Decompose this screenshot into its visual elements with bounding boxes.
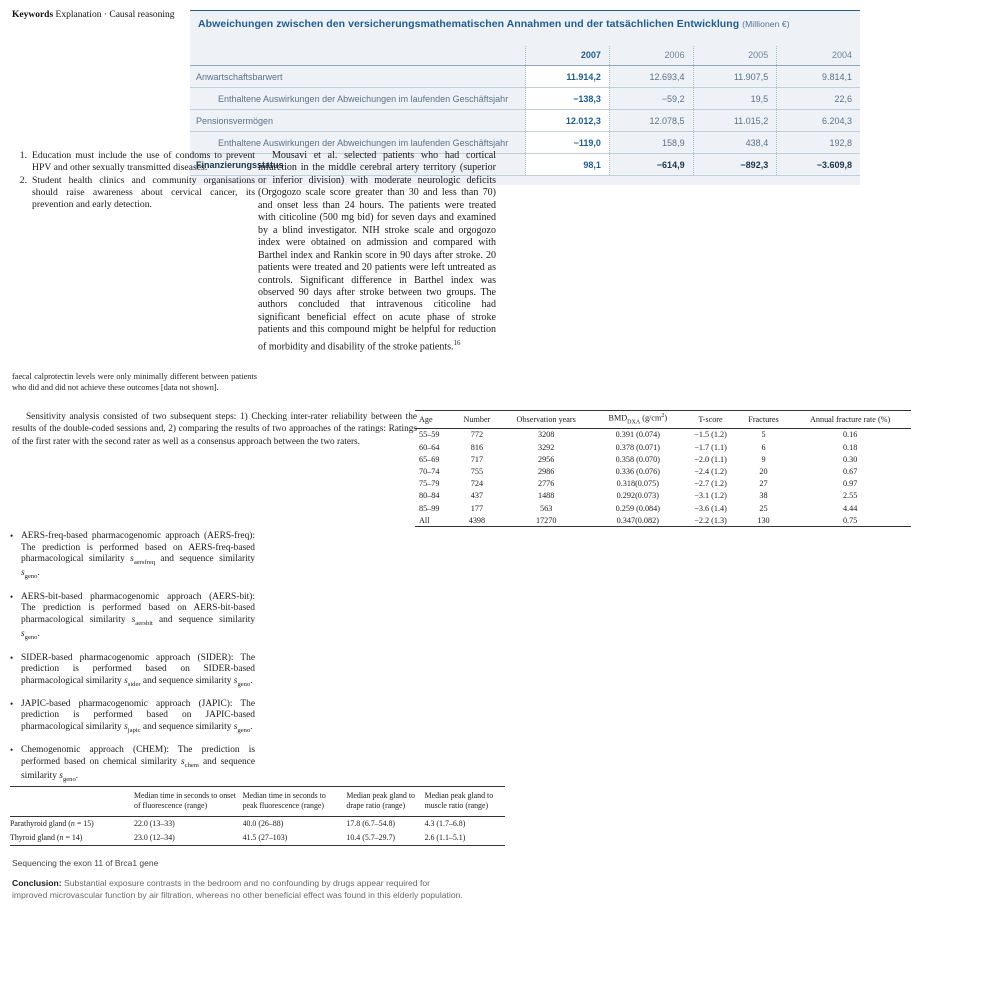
cell-age: 80–84 bbox=[419, 491, 440, 501]
similarity-subscript: japic bbox=[127, 726, 141, 734]
approach-description-cont: and sequence similarity bbox=[140, 721, 234, 732]
column-header-onset-fluorescence: Median time in seconds to onset of fluorescence (range) bbox=[134, 787, 243, 817]
list-item-number: 1. bbox=[19, 150, 27, 161]
german-table-title-unit: (Millionen €) bbox=[742, 19, 790, 29]
similarity-subscript: sider bbox=[127, 680, 141, 688]
gland-table-grid bbox=[10, 786, 505, 846]
cell-muscle: 2.6 (1.1–5.1) bbox=[425, 831, 505, 845]
cell-observation-years: 1488 bbox=[537, 491, 555, 501]
column-header-fractures: Fractures bbox=[738, 411, 789, 429]
cell-age: 65–69 bbox=[419, 454, 440, 464]
table-row-total bbox=[415, 514, 911, 527]
conclusion-block bbox=[12, 877, 464, 901]
bmd-subscript: DXA bbox=[627, 419, 641, 426]
column-header-muscle-ratio: Median peak gland to muscle ratio (range) bbox=[425, 787, 505, 817]
table-row bbox=[10, 817, 505, 831]
row-value-2005: 11.907,5 bbox=[693, 66, 777, 88]
column-header-2005: 2005 bbox=[693, 46, 777, 66]
cell-t-score: −3.6 (1.4) bbox=[694, 503, 727, 513]
table-row bbox=[415, 465, 911, 477]
row-value-2005: 438,4 bbox=[693, 132, 777, 154]
approach-description-end: . bbox=[250, 721, 253, 732]
cell-t-score: −3.1 (1.2) bbox=[694, 491, 727, 501]
gland-label-post: = 14) bbox=[63, 833, 83, 843]
list-item bbox=[10, 175, 255, 212]
row-value-2005: 19,5 bbox=[693, 88, 777, 110]
cell-observation-years: 17270 bbox=[500, 514, 592, 527]
cell-age: 55–59 bbox=[419, 430, 440, 440]
list-item bbox=[10, 150, 255, 175]
cell-annual-rate: 0.30 bbox=[842, 454, 858, 464]
gland-label-n: n bbox=[70, 819, 75, 829]
list-item bbox=[10, 699, 255, 736]
gland-label-pre: Thyroid gland ( bbox=[10, 833, 60, 843]
row-label: Anwartschaftsbarwert bbox=[190, 66, 526, 88]
table-row bbox=[190, 66, 860, 88]
list-item-text bbox=[21, 531, 255, 583]
keywords-label: Keywords bbox=[12, 10, 54, 20]
mousavi-paragraph bbox=[258, 150, 496, 354]
cell-observation-years: 3208 bbox=[537, 430, 555, 440]
list-item bbox=[10, 653, 255, 690]
cell-observation-years: 2986 bbox=[537, 467, 555, 477]
approach-description: SIDER-based pharmacogenomic approach (SIDER): The prediction is performed based on SIDER-based pharmacological similarity bbox=[21, 652, 255, 686]
similarity-subscript: geno bbox=[237, 726, 251, 734]
table-row bbox=[190, 88, 860, 110]
column-header-2004: 2004 bbox=[777, 46, 860, 66]
cell-fractures: 27 bbox=[759, 479, 768, 489]
cell-fractures: 6 bbox=[761, 442, 766, 452]
cell-peak: 41.5 (27–103) bbox=[243, 831, 347, 845]
gland-label-post: = 15) bbox=[74, 819, 94, 829]
gland-label-pre: Parathyroid gland ( bbox=[10, 819, 71, 829]
cell-number: 177 bbox=[470, 503, 484, 513]
cell-drape: 17.8 (6.7–54.8) bbox=[346, 819, 396, 829]
cell-number: 437 bbox=[470, 491, 484, 501]
cell-number: 816 bbox=[470, 442, 484, 452]
gland-label-n: n bbox=[59, 833, 64, 843]
cell-fractures: 5 bbox=[761, 430, 766, 440]
cell-number: 772 bbox=[470, 430, 484, 440]
cell-age: 60–64 bbox=[419, 442, 440, 452]
cell-t-score: −2.2 (1.3) bbox=[683, 514, 737, 527]
approach-description-end: . bbox=[37, 629, 40, 640]
row-label: Pensionsvermögen bbox=[190, 110, 526, 132]
bmd-unit-exponent: 2 bbox=[661, 413, 665, 419]
similarity-symbol: s bbox=[131, 614, 136, 625]
cell-drape: 10.4 (5.7–29.7) bbox=[346, 831, 424, 845]
row-value-2006: −59,2 bbox=[609, 88, 693, 110]
column-header-age: Age bbox=[415, 411, 454, 429]
cell-fractures: 9 bbox=[761, 454, 766, 464]
approach-description: AERS-bit-based pharmacogenomic approach (AERS-bit): The prediction is performed based on AERS-bit-based pharmacological similarity bbox=[21, 591, 255, 625]
cell-gland-label bbox=[10, 831, 134, 845]
bullet-icon: • bbox=[10, 531, 14, 541]
list-item bbox=[10, 745, 255, 785]
row-value-2005: −892,3 bbox=[693, 154, 777, 176]
similarity-subscript: aersfreq bbox=[133, 558, 156, 566]
similarity-symbol: s bbox=[233, 675, 238, 686]
cell-fractures: 38 bbox=[759, 491, 768, 501]
cell-t-score: −2.0 (1.1) bbox=[694, 454, 727, 464]
row-value-2006: 158,9 bbox=[609, 132, 693, 154]
cell-number: 717 bbox=[470, 454, 484, 464]
table-row bbox=[415, 453, 911, 465]
list-item-text bbox=[21, 592, 255, 644]
cell-bmd: 0.378 (0.071) bbox=[615, 442, 660, 452]
list-item-number: 2. bbox=[19, 174, 27, 186]
row-value-2004: 22,6 bbox=[777, 88, 860, 110]
list-item-text bbox=[21, 699, 255, 736]
row-value-2007: −119,0 bbox=[526, 132, 610, 154]
bmd-label: BMD bbox=[608, 413, 628, 423]
bullet-icon: • bbox=[10, 698, 14, 709]
cell-peak: 40.0 (26–88) bbox=[242, 819, 284, 829]
row-label-total: Finanzierungsstatus bbox=[190, 154, 526, 176]
row-value-2004: 6.204,3 bbox=[777, 110, 860, 132]
list-item bbox=[10, 531, 255, 583]
table-header-row bbox=[415, 411, 911, 429]
cell-onset: 22.0 (13–33) bbox=[134, 819, 175, 829]
approach-description-cont: and sequence similarity bbox=[152, 614, 256, 625]
cell-age: 75–79 bbox=[419, 479, 440, 489]
keywords-line bbox=[12, 9, 192, 21]
column-header-annual-fracture-rate: Annual fracture rate (%) bbox=[789, 411, 911, 429]
approach-description: Chemogenomic approach (CHEM): The prediction is performed based on chemical similarity bbox=[21, 745, 255, 767]
bullet-icon: • bbox=[10, 591, 14, 602]
row-value-2004: 9.814,1 bbox=[777, 66, 860, 88]
keywords-value: Explanation · Causal reasoning bbox=[55, 10, 175, 20]
cell-observation-years: 2776 bbox=[537, 479, 555, 489]
similarity-symbol: s bbox=[59, 771, 63, 782]
table-row bbox=[10, 831, 505, 845]
list-item-text bbox=[21, 745, 255, 785]
approach-description-cont: and sequence similarity bbox=[155, 554, 255, 564]
cell-bmd: 0.292(0.073) bbox=[616, 491, 659, 501]
similarity-symbol: s bbox=[124, 721, 128, 732]
cell-t-score: −1.7 (1.1) bbox=[694, 442, 727, 452]
column-header-bmd bbox=[592, 411, 683, 429]
table-row bbox=[190, 110, 860, 132]
cell-bmd: 0.336 (0.076) bbox=[615, 467, 660, 477]
approach-description-cont: and sequence similarity bbox=[140, 675, 234, 686]
column-header-2006: 2006 bbox=[609, 46, 693, 66]
row-value-2007: 12.012,3 bbox=[526, 110, 610, 132]
cell-number: 4398 bbox=[454, 514, 500, 527]
similarity-symbol: s bbox=[21, 629, 25, 640]
approach-description: AERS-freq-based pharmacogenomic approach (AERS-freq): The prediction is performed based on AERS-freq-based pharmacological similarity bbox=[21, 531, 255, 564]
cell-number: 755 bbox=[470, 467, 484, 477]
german-table-title-text: Abweichungen zwischen den versicherungsmathematischen Annahmen und der tatsächlichen Entwicklung bbox=[198, 18, 740, 30]
cell-t-score: −2.7 (1.2) bbox=[694, 479, 727, 489]
sensitivity-analysis-paragraph: Sensitivity analysis consisted of two subsequent steps: 1) Checking inter-rater reliability between the results of the double-coded sessions and, 2) comparing the results of two approaches of the ratings: Ratings of the first rater with the second rater as well as a consensus approach between the two raters. bbox=[12, 412, 417, 447]
similarity-symbol: s bbox=[130, 554, 134, 564]
cell-observation-years: 2956 bbox=[537, 454, 555, 464]
cell-muscle: 4.3 (1.7–6.8) bbox=[424, 819, 466, 829]
cell-bmd: 0.347(0.082) bbox=[592, 514, 683, 527]
cell-bmd: 0.318(0.075) bbox=[616, 479, 659, 489]
similarity-subscript: geno bbox=[24, 573, 38, 581]
list-item-text bbox=[21, 653, 255, 690]
bullet-icon: • bbox=[10, 745, 14, 756]
cell-bmd: 0.358 (0.070) bbox=[615, 454, 660, 464]
cell-t-score: −1.5 (1.2) bbox=[694, 430, 727, 440]
similarity-subscript: chem bbox=[184, 761, 199, 769]
calprotectin-paragraph: faecal calprotectin levels were only minimally different between patients who did and did not achieve these outcomes [data not shown]. bbox=[12, 372, 257, 393]
conclusion-text: Substantial exposure contrasts in the bedroom and no confounding by drugs appear required for improved microvascular function by air filtration, whereas no other beneficial effect was found in this elderly population. bbox=[12, 878, 463, 900]
cell-fractures: 20 bbox=[759, 467, 768, 477]
cell-bmd: 0.391 (0.074) bbox=[615, 430, 660, 440]
mousavi-paragraph-text: Mousavi et al. selected patients who had cortical infarction in the middle cerebral artery territory (superior or inferior division) with moderate neurologic deficits (Orgogozo scale score greater than 30 and less than 70) and onset less than 24 hours. The patients were treated with citicoline (500 mg bid) for seven days and examined by a blind investigator. NIH stroke scale and orgogozo index were obtained on admission and compared with Barthel index and Rankin score in 90 days after stroke. 20 patients were treated and 20 patients were left untreated as controls. Significant difference in Barthel index was observed 90 days after stroke between two groups. The authors concluded that intravenous citicoline had significant beneficial effect on acute phase of stroke patients and this compound might be helpful for reduction of morbidity and disability of the stroke patients. bbox=[258, 150, 496, 353]
approach-description-end: . bbox=[75, 771, 79, 782]
german-table-title bbox=[190, 11, 860, 46]
row-value-2004: −3.609,8 bbox=[777, 154, 860, 176]
cell-annual-rate: 0.67 bbox=[842, 467, 858, 477]
cell-age: All bbox=[415, 514, 454, 527]
column-header-2007: 2007 bbox=[526, 46, 610, 66]
bmd-unit-post: ) bbox=[664, 413, 668, 423]
table-row bbox=[415, 502, 911, 514]
cell-annual-rate: 0.97 bbox=[842, 479, 858, 489]
similarity-symbol: s bbox=[180, 756, 185, 767]
pharmacogenomic-approaches-list bbox=[10, 531, 255, 795]
similarity-subscript: aersbit bbox=[135, 619, 153, 627]
cell-annual-rate: 0.18 bbox=[842, 442, 858, 452]
similarity-subscript: geno bbox=[24, 634, 38, 641]
cell-annual-rate: 2.55 bbox=[842, 491, 858, 501]
column-header-observation-years: Observation years bbox=[500, 411, 592, 429]
column-header-blank bbox=[190, 46, 526, 66]
cell-age: 85–99 bbox=[419, 503, 440, 513]
recommendation-numbered-list bbox=[10, 150, 255, 211]
row-value-2006: −614,9 bbox=[609, 154, 693, 176]
cell-annual-rate: 0.75 bbox=[789, 514, 911, 527]
cell-observation-years: 563 bbox=[540, 503, 553, 513]
cell-gland-label bbox=[10, 817, 134, 831]
similarity-subscript: geno bbox=[62, 776, 76, 783]
table-row bbox=[415, 490, 911, 502]
row-value-2007: −138,3 bbox=[526, 88, 610, 110]
bmd-fracture-table bbox=[415, 410, 911, 527]
row-value-2005: 11.015,2 bbox=[693, 110, 777, 132]
row-label: Enthaltene Auswirkungen der Abweichungen im laufenden Geschäftsjahr bbox=[190, 88, 526, 110]
cell-number: 724 bbox=[470, 479, 484, 489]
row-value-2004: 192,8 bbox=[777, 132, 860, 154]
similarity-symbol: s bbox=[233, 721, 238, 732]
row-label: Enthaltene Auswirkungen der Abweichungen im laufenden Geschäftsjahr bbox=[190, 132, 526, 154]
cell-fractures: 25 bbox=[759, 503, 768, 513]
mousavi-reference-marker: 16 bbox=[453, 338, 461, 347]
row-value-2007: 98,1 bbox=[526, 154, 610, 176]
table-row bbox=[415, 478, 911, 490]
table-row bbox=[415, 441, 911, 453]
approach-description: JAPIC-based pharmacogenomic approach (JAPIC): The prediction is performed based on JAPIC-based pharmacological similarity bbox=[21, 698, 255, 732]
row-value-2006: 12.078,5 bbox=[609, 110, 693, 132]
cell-annual-rate: 0.16 bbox=[842, 430, 858, 440]
approach-description-end: . bbox=[37, 568, 40, 579]
similarity-symbol: s bbox=[21, 568, 25, 579]
cell-age: 70–74 bbox=[419, 467, 440, 477]
table-header-row bbox=[190, 46, 860, 66]
list-item-text: Student health clinics and community organisations should raise awareness about cervical cancer, its prevention and early detection. bbox=[32, 174, 255, 211]
column-header-drape-ratio: Median peak gland to drape ratio (range) bbox=[346, 787, 424, 817]
table-row bbox=[415, 428, 911, 441]
cell-annual-rate: 4.44 bbox=[842, 503, 858, 513]
cell-observation-years: 3292 bbox=[537, 442, 555, 452]
cell-fractures: 130 bbox=[738, 514, 789, 527]
bullet-icon: • bbox=[10, 652, 14, 663]
row-value-2006: 12.693,4 bbox=[609, 66, 693, 88]
cell-bmd: 0.259 (0.084) bbox=[615, 503, 660, 513]
bmd-unit-pre: (g/cm bbox=[640, 413, 662, 423]
approach-description-end: . bbox=[250, 675, 253, 686]
column-header-peak-fluorescence: Median time in seconds to peak fluorescence (range) bbox=[243, 787, 347, 817]
column-header-number: Number bbox=[454, 411, 500, 429]
similarity-subscript: geno bbox=[237, 680, 251, 688]
similarity-symbol: s bbox=[124, 675, 128, 686]
column-header-t-score: T-score bbox=[683, 411, 737, 429]
bmd-table-grid bbox=[415, 410, 911, 527]
cell-onset: 23.0 (12–34) bbox=[134, 831, 243, 845]
column-header-blank bbox=[10, 787, 134, 817]
sequencing-caption: Sequencing the exon 11 of Brca1 gene bbox=[12, 858, 159, 868]
table-header-row bbox=[10, 787, 505, 817]
gland-fluorescence-table bbox=[10, 786, 505, 846]
conclusion-label: Conclusion: bbox=[12, 878, 62, 888]
cell-t-score: −2.4 (1.2) bbox=[694, 467, 727, 477]
approach-description-cont: and sequence similarity bbox=[21, 756, 255, 782]
list-item-text: Education must include the use of condoms to prevent HPV and other sexually transmitted diseases. bbox=[32, 150, 255, 174]
row-value-2007: 11.914,2 bbox=[526, 66, 610, 88]
list-item bbox=[10, 592, 255, 644]
